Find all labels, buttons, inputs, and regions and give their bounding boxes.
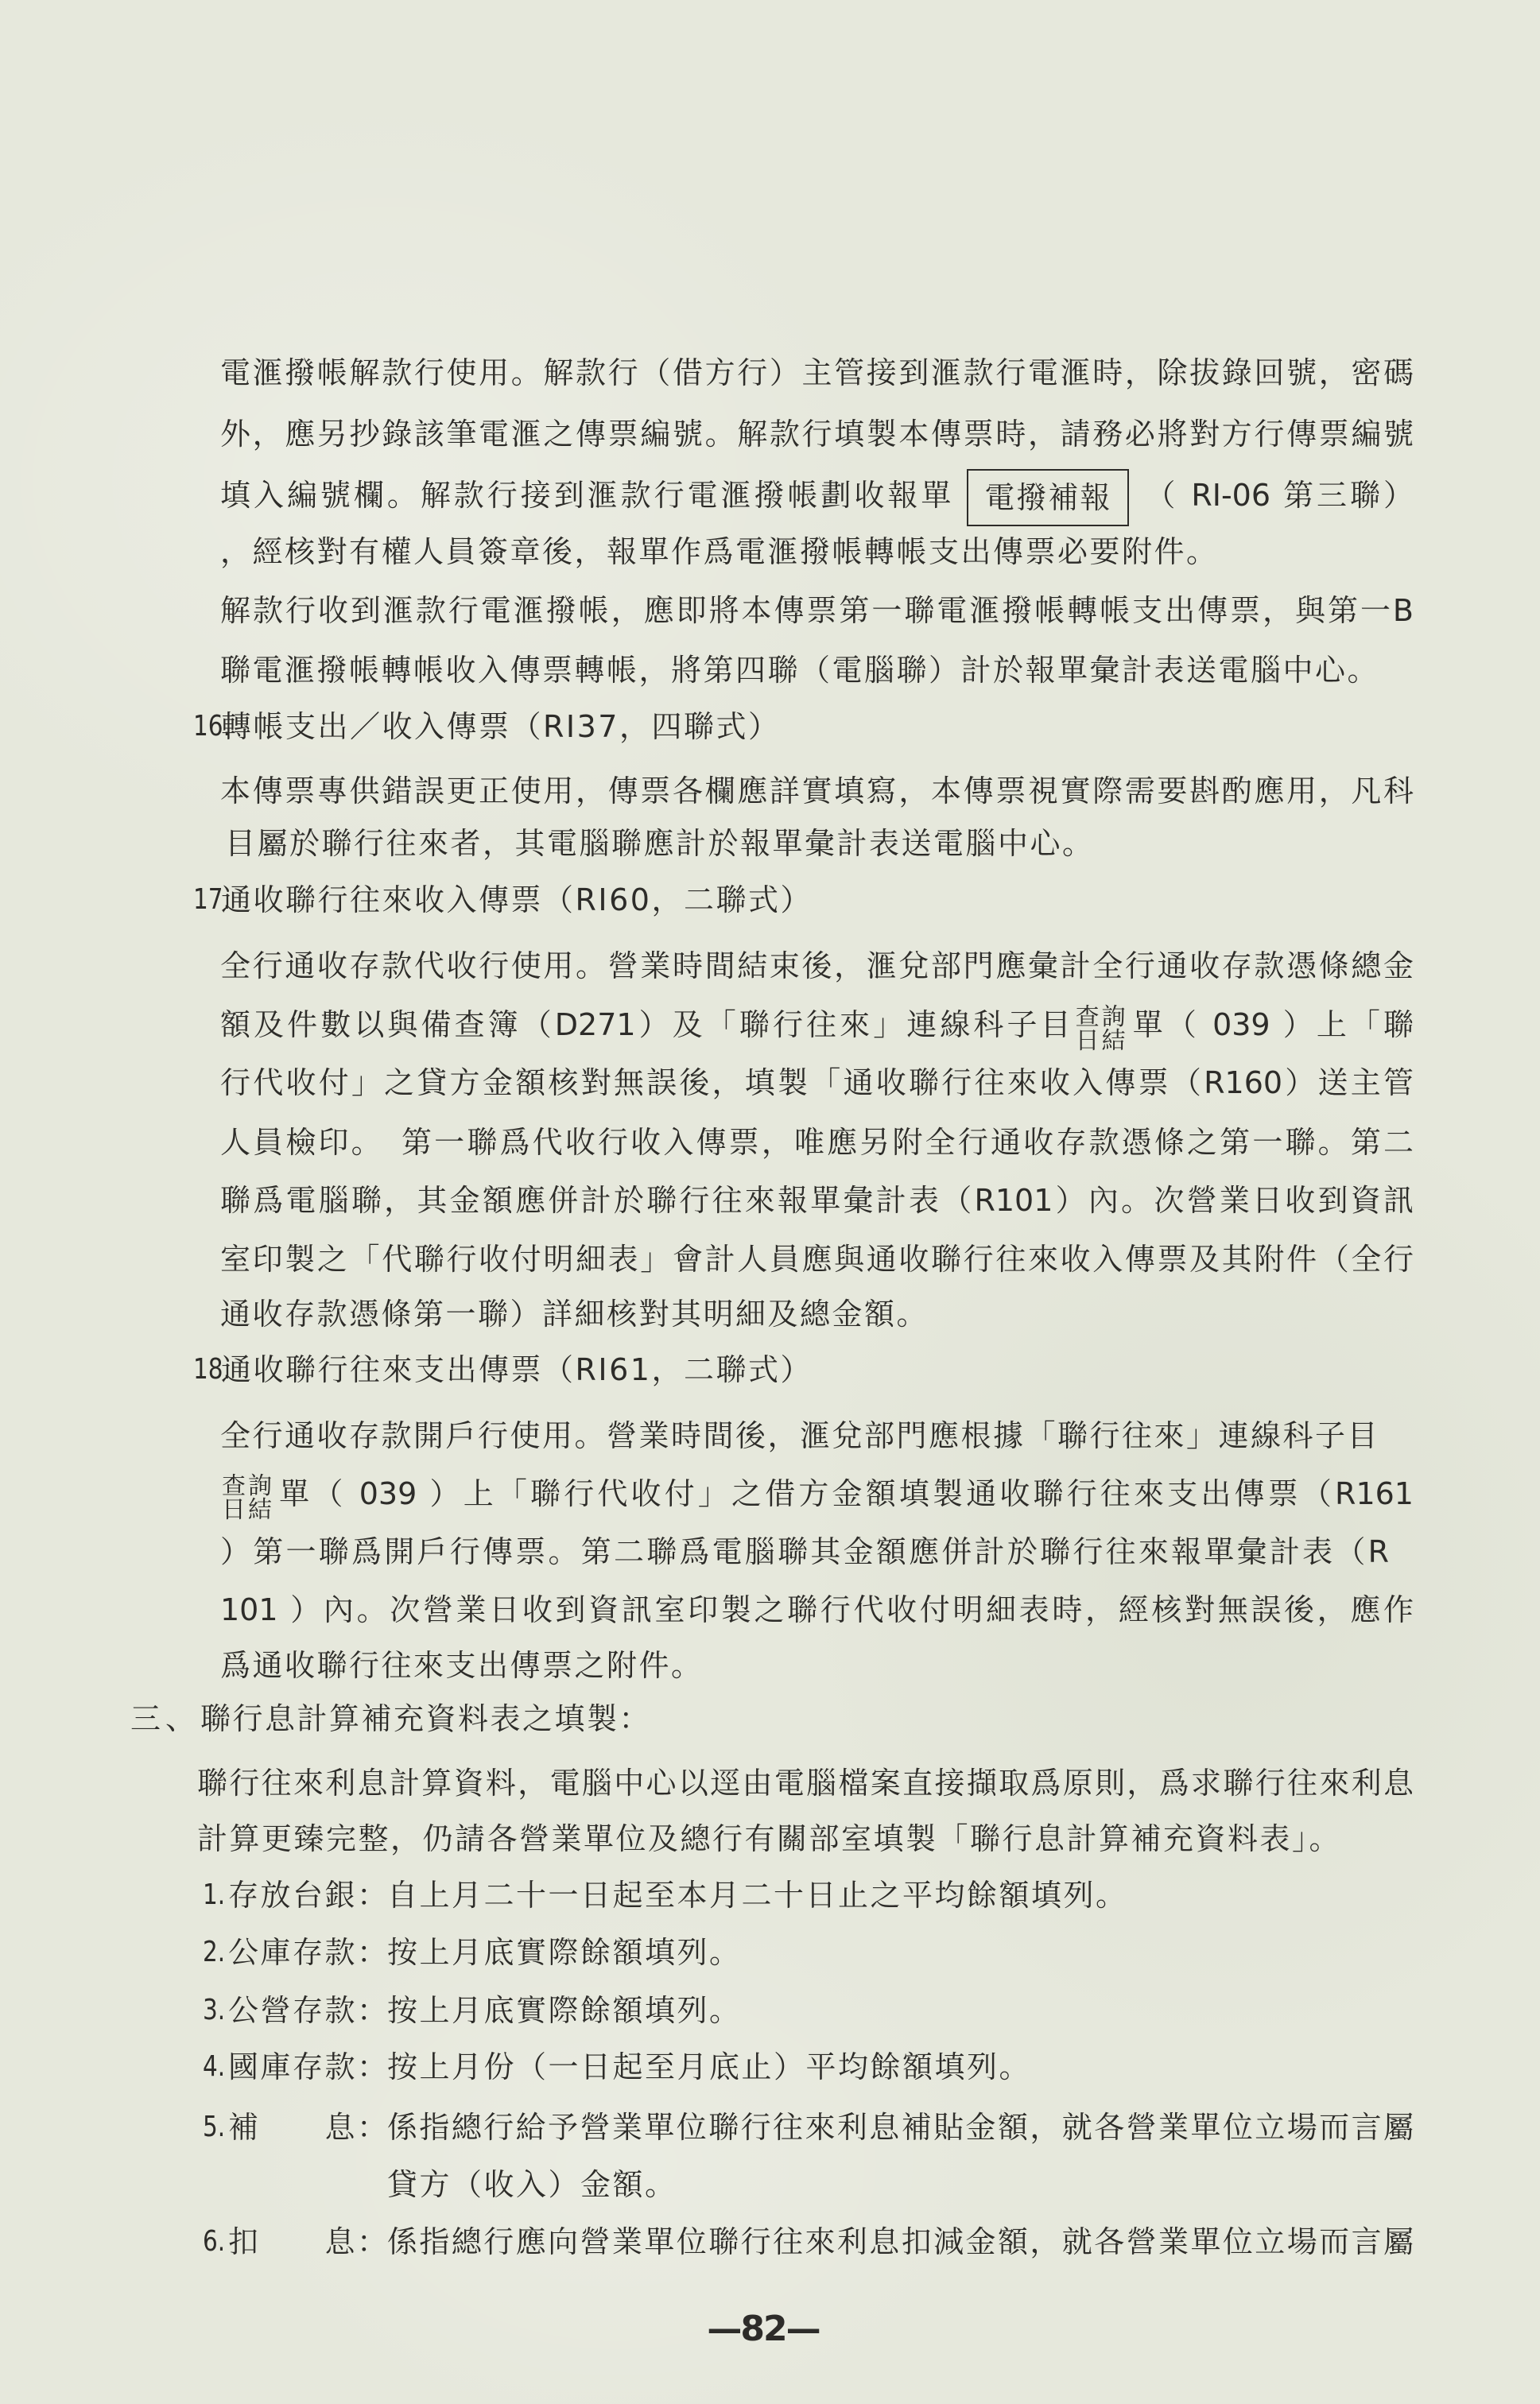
text-segment: 額及件數以與備查簿（D271）及「聯行往來」連線科子目 xyxy=(220,1007,1074,1042)
text-line: 人員檢印。 第一聯爲代收行收入傳票，唯應另附全行通收存款憑條之第一聯。第二 xyxy=(220,1125,1414,1160)
sub-item-number: 1. xyxy=(203,1879,226,1911)
text-line: 行代收付」之貸方金額核對無誤後，填製「通收聯行往來收入傳票（R160）送主管 xyxy=(220,1065,1414,1100)
text-segment: 單（ 039 ）上「聯 xyxy=(1129,1007,1414,1042)
text-line: 101 ）內。次營業日收到資訊室印製之聯行代收付明細表時，經核對無誤後，應作 xyxy=(220,1592,1414,1627)
sub-item-number: 5. xyxy=(203,2111,226,2143)
section-title: 聯行息計算補充資料表之填製： xyxy=(200,1701,652,1736)
stacked-annotation xyxy=(1075,1002,1128,1055)
sub-item-label: 公庫存款 xyxy=(228,1935,358,1970)
label-colon: ： xyxy=(357,1993,390,2028)
text-line: 計算更臻完整，仍請各營業單位及總行有關部室填製「聯行息計算補充資料表」。 xyxy=(197,1821,1342,1856)
label-colon: ： xyxy=(357,2224,390,2259)
sub-item-content: 係指總行應向營業單位聯行往來利息扣減金額，就各營業單位立場而言屬 xyxy=(387,2224,1414,2259)
sub-item-label: 公營存款 xyxy=(228,1993,358,2028)
sub-item-number: 3. xyxy=(203,1994,226,2026)
text-line: ，經核對有權人員簽章後，報單作爲電滙撥帳轉帳支出傳票必要附件。 xyxy=(220,534,1219,569)
text-line: 本傳票專供錯誤更正使用，傳票各欄應詳實填寫，本傳票視實際需要斟酌應用，凡科 xyxy=(220,774,1414,808)
stacked-top: 查詢 xyxy=(1075,1002,1128,1031)
item-number: 16. xyxy=(193,710,231,743)
item-title: 通收聯行往來收入傳票（RI60，二聯式） xyxy=(221,882,813,917)
sub-item-number: 6. xyxy=(203,2225,226,2258)
text-line-with-box xyxy=(220,471,1414,519)
text-segment: （ RI-06 第三聯） xyxy=(1142,478,1414,513)
item-title: 通收聯行往來支出傳票（RI61，二聯式） xyxy=(221,1352,813,1387)
label-colon: ： xyxy=(357,1935,390,1970)
text-segment: 單（ 039 ）上「聯行代收付」之借方金額填製通收聯行往來支出傳票（R161 xyxy=(276,1476,1414,1511)
stacked-top: 查詢 xyxy=(222,1471,274,1500)
sub-item-label: 存放台銀 xyxy=(228,1878,358,1913)
sub-item-content: 按上月份（一日起至月底止）平均餘額填列。 xyxy=(387,2049,1032,2084)
item-number: 17. xyxy=(193,883,231,916)
sub-item-content: 係指總行給予營業單位聯行往來利息補貼金額，就各營業單位立場而言屬 xyxy=(387,2110,1414,2145)
text-line: 聯行往來利息計算資料，電腦中心以逕由電腦檔案直接擷取爲原則，爲求聯行往來利息 xyxy=(197,1766,1414,1801)
sub-item-content: 自上月二十一日起至本月二十日止之平均餘額填列。 xyxy=(387,1878,1128,1913)
text-line: 電滙撥帳解款行使用。解款行（借方行）主管接到滙款行電滙時，除拔錄回號，密碼 xyxy=(220,355,1414,390)
label-colon: ： xyxy=(357,1878,390,1913)
text-line: 聯電滙撥帳轉帳收入傳票轉帳，將第四聯（電腦聯）計於報單彙計表送電腦中心。 xyxy=(220,653,1380,688)
sub-item-label: 國庫存款 xyxy=(228,2049,358,2084)
text-line-with-annotation xyxy=(220,1001,1414,1055)
sub-item-number: 4. xyxy=(203,2050,226,2083)
text-line: 解款行收到滙款行電滙撥帳，應即將本傳票第一聯電滙撥帳轉帳支出傳票，與第一B xyxy=(220,593,1414,628)
sub-item-number: 2. xyxy=(203,1936,226,1968)
sub-item-continuation: 貸方（收入）金額。 xyxy=(387,2167,677,2202)
label-colon: ： xyxy=(357,2110,390,2145)
text-line: 聯爲電腦聯，其金額應併計於聯行往來報單彙計表（R101）內。次營業日收到資訊 xyxy=(220,1183,1414,1218)
page-number: —82— xyxy=(707,2309,820,2349)
text-line: 外，應另抄錄該筆電滙之傳票編號。解款行填製本傳票時，請務必將對方行傳票編號 xyxy=(220,417,1414,452)
text-line: 全行通收存款代收行使用。營業時間結束後，滙兌部門應彙計全行通收存款憑條總金 xyxy=(220,948,1414,983)
text-line: ）第一聯爲開戶行傳票。第二聯爲電腦聯其金額應併計於聯行往來報單彙計表（R xyxy=(220,1534,1389,1569)
sub-item-label: 扣 息 xyxy=(228,2224,358,2259)
text-segment: 填入編號欄。解款行接到滙款行電滙撥帳劃收報單 xyxy=(220,478,955,513)
item-number: 18. xyxy=(193,1353,231,1386)
text-line-with-annotation xyxy=(220,1470,1414,1524)
stacked-annotation xyxy=(222,1471,274,1524)
item-title: 轉帳支出／收入傳票（RI37，四聯式） xyxy=(221,709,781,744)
sub-item-content: 按上月底實際餘額填列。 xyxy=(387,1993,742,2028)
sub-item-label: 補 息 xyxy=(228,2110,358,2145)
label-colon: ： xyxy=(357,2049,390,2084)
boxed-label: 電撥補報 xyxy=(967,469,1129,526)
stacked-bottom: 日結 xyxy=(1075,1026,1128,1055)
sub-item-content: 按上月底實際餘額填列。 xyxy=(387,1935,742,1970)
text-line: 全行通收存款開戶行使用。營業時間後，滙兌部門應根據「聯行往來」連線科子目 xyxy=(220,1418,1380,1453)
text-line: 通收存款憑條第一聯）詳細核對其明細及總金額。 xyxy=(220,1297,929,1332)
text-line: 室印製之「代聯行收付明細表」會計人員應與通收聯行往來收入傳票及其附件（全行 xyxy=(220,1242,1414,1277)
section-number: 三、 xyxy=(130,1701,201,1736)
text-line: 爲通收聯行往來支出傳票之附件。 xyxy=(220,1648,704,1683)
stacked-bottom: 日結 xyxy=(222,1495,274,1524)
text-line: 目屬於聯行往來者，其電腦聯應計於報單彙計表送電腦中心。 xyxy=(225,826,1095,861)
